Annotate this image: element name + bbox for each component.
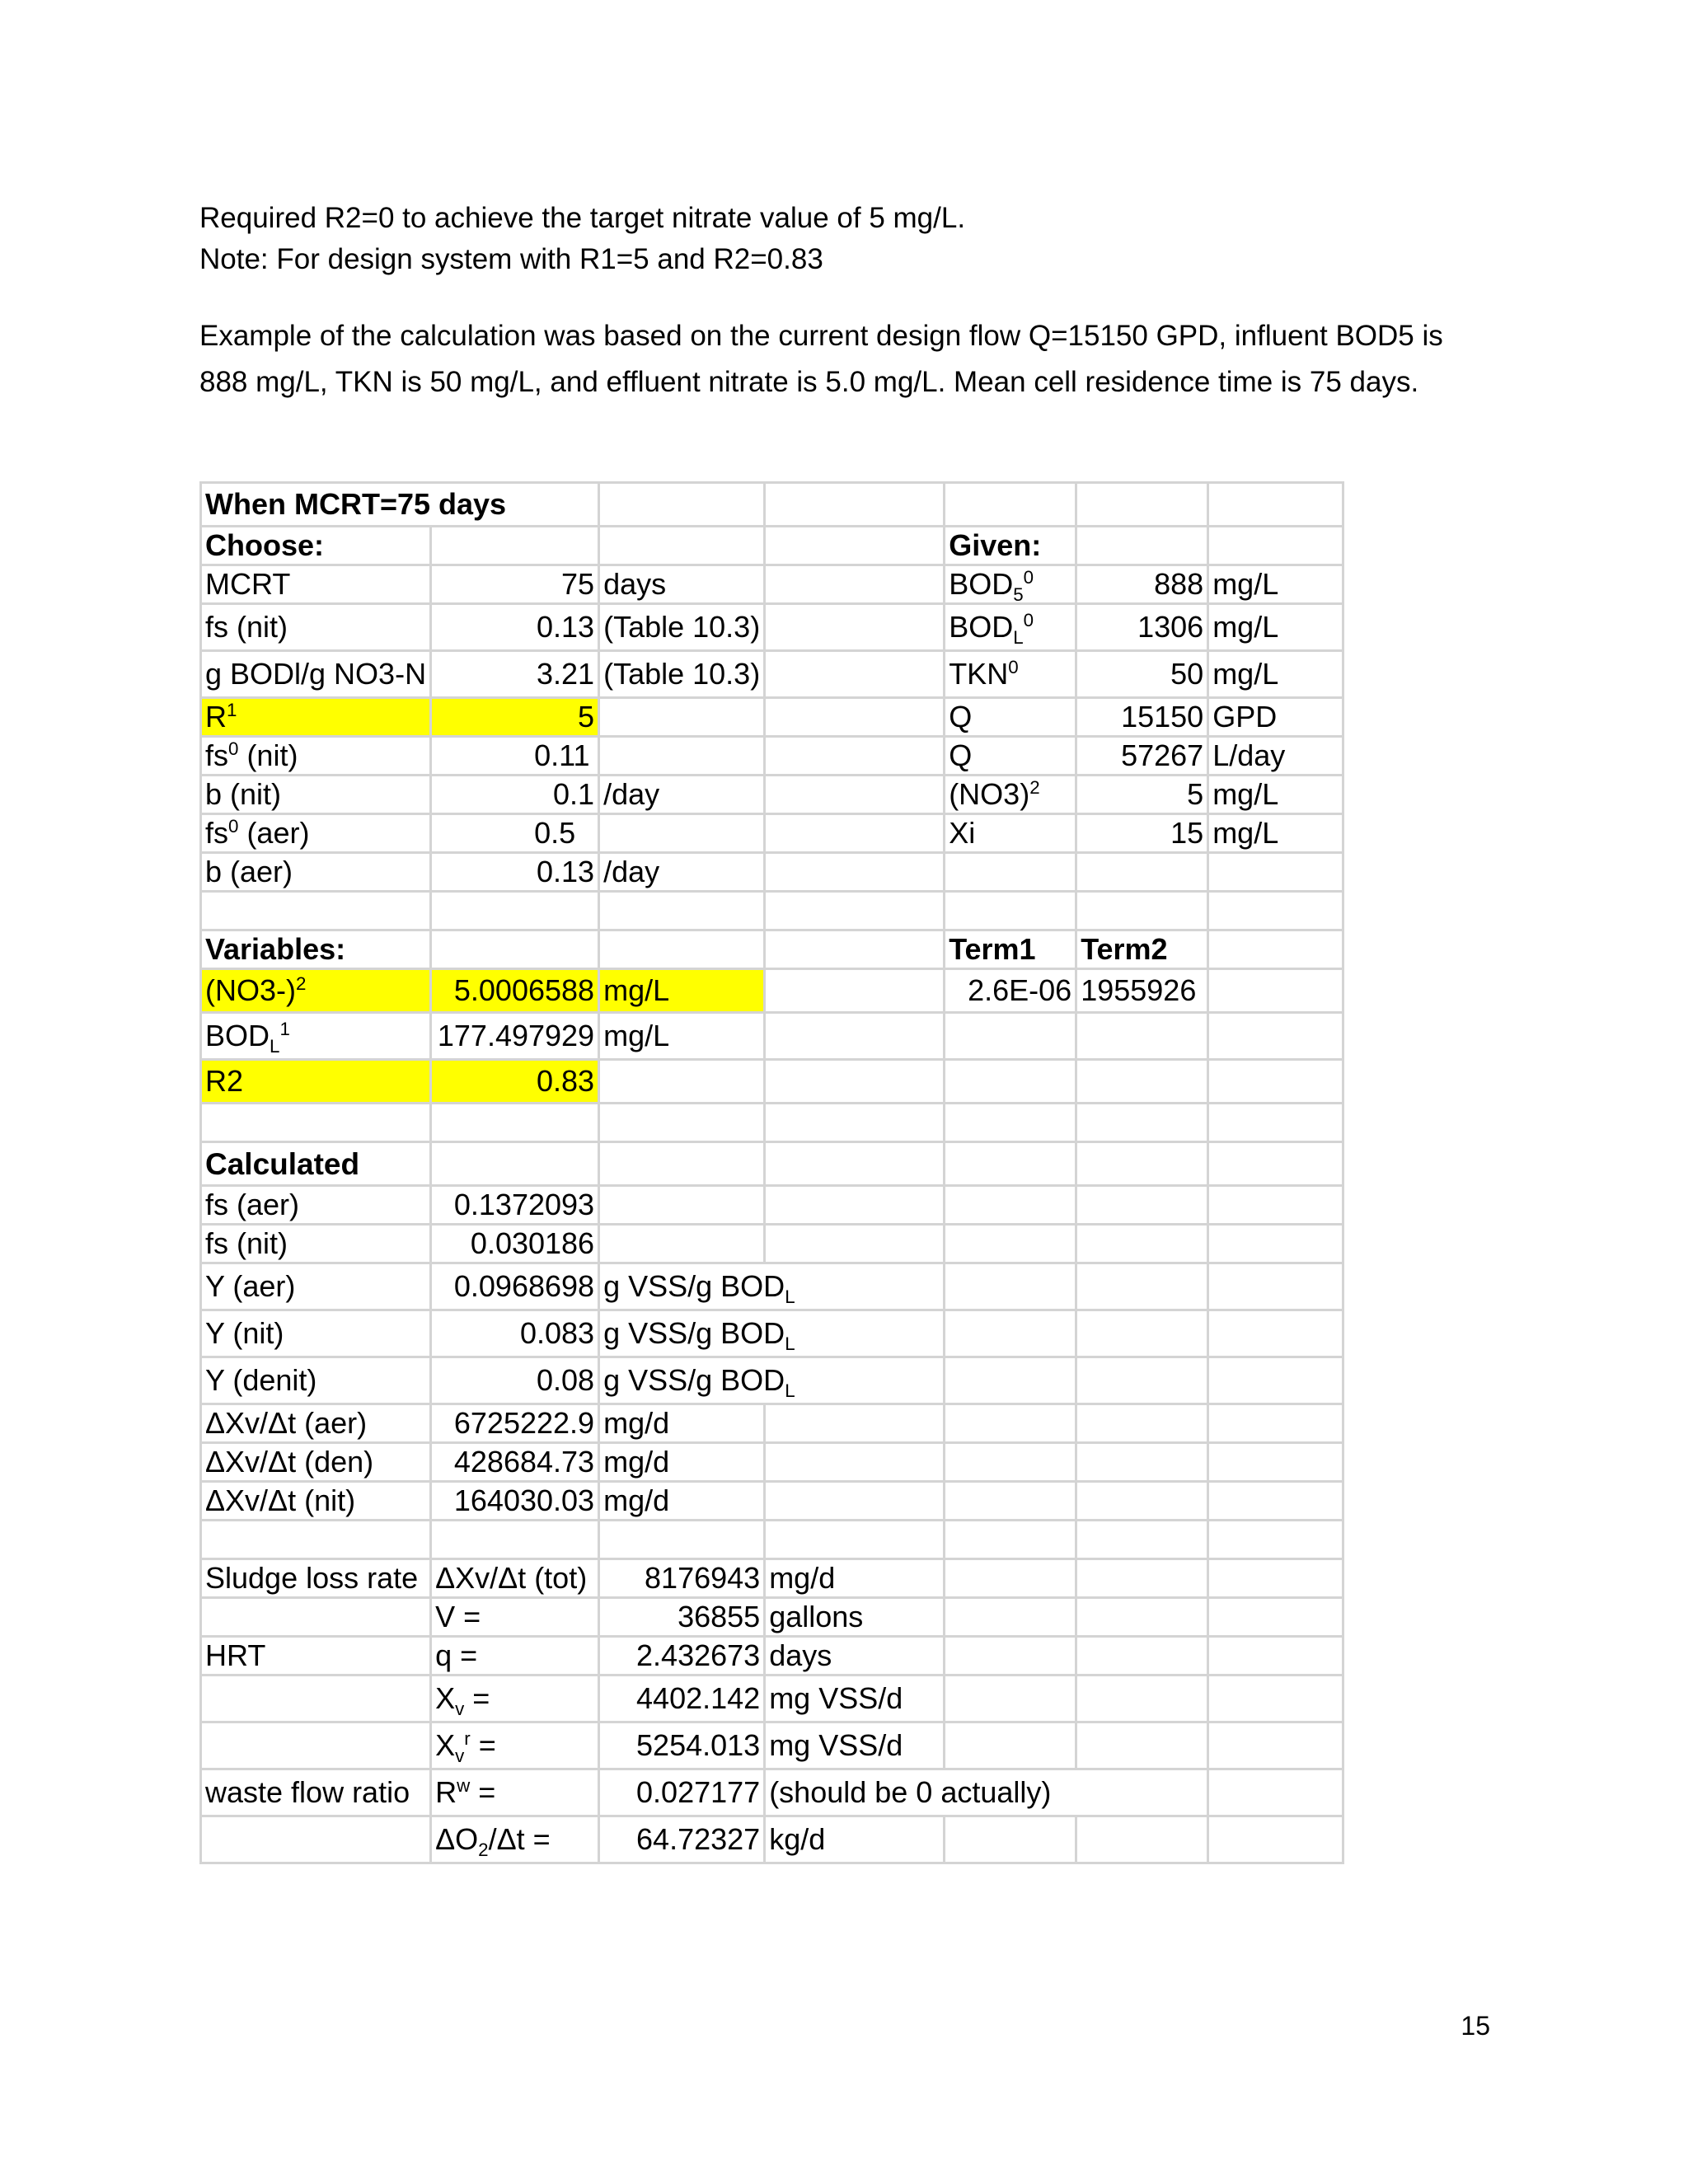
intro-paragraph: Example of the calculation was based on the current design flow Q=15150 GPD, influent BOD5 is 888 mg/L, TKN is 50 mg/L, and effluent nitrate is 5.0 mg/L. Mean cell residence time is 75 days. [199, 320, 1443, 398]
title-row [201, 483, 1343, 527]
calc-unit: mg/d [599, 1443, 765, 1482]
given-unit: mg/L [1208, 814, 1343, 853]
sheet-row [201, 1186, 1343, 1225]
sheet-row [201, 651, 1343, 698]
empty-row [201, 1521, 1343, 1559]
given-unit: GPD [1208, 698, 1343, 737]
given-unit: mg/L [1208, 565, 1343, 604]
calc-name: ΔXv/Δt (den) [201, 1443, 431, 1482]
choose-unit: (Table 10.3) [599, 604, 765, 651]
sheet-row [201, 1816, 1343, 1863]
variable-unit-highlight: mg/L [599, 969, 765, 1013]
result-symbol: $\Delta O_2/\Delta t$ = [431, 1816, 599, 1863]
calc-name: ΔXv/Δt (nit) [201, 1482, 431, 1521]
intro-notes [199, 198, 965, 280]
choose-name-highlight: $R^1$ [201, 698, 431, 737]
result-unit: mg VSS/d [765, 1722, 945, 1769]
given-label: Given: [945, 527, 1076, 565]
given-name: Xi [945, 814, 1076, 853]
calc-value: 428684.73 [431, 1443, 599, 1482]
given-value: 15150 [1076, 698, 1208, 737]
sheet-row [201, 1013, 1343, 1060]
variables-label: Variables: [201, 930, 431, 969]
given-value: 5 [1076, 776, 1208, 814]
result-value: 0.027177 [599, 1769, 765, 1816]
choose-value-highlight: 5 [431, 698, 599, 737]
result-label: Sludge loss rate [201, 1559, 431, 1598]
sheet-row [201, 776, 1343, 814]
sheet-row [201, 1598, 1343, 1637]
sheet-row [201, 1482, 1343, 1521]
sheet-row [201, 1637, 1343, 1675]
term2-value: 1955926 [1076, 969, 1208, 1013]
choose-value: 75 [431, 565, 599, 604]
sheet-row [201, 814, 1343, 853]
choose-value: 0.13 [431, 604, 599, 651]
given-value: 1306 [1076, 604, 1208, 651]
result-label: HRT [201, 1637, 431, 1675]
given-name: Q [945, 698, 1076, 737]
choose-value: 0.5 [431, 814, 599, 853]
spreadsheet-table [199, 481, 1344, 1864]
given-unit: mg/L [1208, 776, 1343, 814]
calc-value: 164030.03 [431, 1482, 599, 1521]
calc-value: 6725222.9 [431, 1404, 599, 1443]
term2-label: Term2 [1076, 930, 1208, 969]
given-unit: mg/L [1208, 651, 1343, 698]
calc-value: 0.030186 [431, 1225, 599, 1263]
calc-value: 0.1372093 [431, 1186, 599, 1225]
calc-value: 0.0968698 [431, 1263, 599, 1310]
calc-name: fs (nit) [201, 1225, 431, 1263]
choose-name: $fs^0$ (aer) [201, 814, 431, 853]
choose-name: b (nit) [201, 776, 431, 814]
sheet-row [201, 604, 1343, 651]
variable-value-highlight: 5.0006588 [431, 969, 599, 1013]
variables-header-row [201, 930, 1343, 969]
calc-name: Y (denit) [201, 1357, 431, 1404]
sheet-title: When MCRT=75 days [201, 483, 599, 527]
sheet-row [201, 1310, 1343, 1357]
choose-name: fs (nit) [201, 604, 431, 651]
sheet-row [201, 1769, 1343, 1816]
result-symbol: V = [431, 1598, 599, 1637]
sheet-row [201, 1404, 1343, 1443]
choose-name: $fs^0$ (nit) [201, 737, 431, 776]
result-symbol: q = [431, 1637, 599, 1675]
result-value: 36855 [599, 1598, 765, 1637]
given-name: Q [945, 737, 1076, 776]
calculated-header-row [201, 1142, 1343, 1186]
variable-name-highlight: $(NO3-)^2$ [201, 969, 431, 1013]
calc-unit: g VSS/g $BOD_L$ [599, 1357, 945, 1404]
result-value: 4402.142 [599, 1675, 765, 1722]
page-number: 15 [1461, 2011, 1490, 2041]
result-value: 2.432673 [599, 1637, 765, 1675]
choose-value: 0.11 [431, 737, 599, 776]
given-value: 57267 [1076, 737, 1208, 776]
empty-row [201, 1104, 1343, 1142]
intro-line-2: Note: For design system with R1=5 and R2=0.83 [199, 243, 823, 275]
result-symbol: $R^w$ = [431, 1769, 599, 1816]
result-unit: days [765, 1637, 945, 1675]
sheet-row [201, 969, 1343, 1013]
term1-value: 2.6E-06 [945, 969, 1076, 1013]
result-unit: mg/d [765, 1559, 945, 1598]
calc-unit: g VSS/g $BOD_L$ [599, 1310, 945, 1357]
given-unit: L/day [1208, 737, 1343, 776]
result-value: 64.72327 [599, 1816, 765, 1863]
variable-name-highlight: R2 [201, 1060, 431, 1104]
given-unit: mg/L [1208, 604, 1343, 651]
result-unit: kg/d [765, 1816, 945, 1863]
variable-value-highlight: 0.83 [431, 1060, 599, 1104]
sheet-row [201, 1722, 1343, 1769]
variable-unit: mg/L [599, 1013, 765, 1060]
sheet-row [201, 698, 1343, 737]
choose-unit: /day [599, 776, 765, 814]
choose-unit: days [599, 565, 765, 604]
term1-label: Term1 [945, 930, 1076, 969]
choose-name: b (aer) [201, 853, 431, 892]
calc-unit: mg/d [599, 1482, 765, 1521]
result-unit: (should be 0 actually) [765, 1769, 1208, 1816]
given-name: TKN$^0$ [945, 651, 1076, 698]
calc-name: Y (nit) [201, 1310, 431, 1357]
intro-line-1: Required R2=0 to achieve the target nitrate value of 5 mg/L. [199, 202, 966, 234]
sheet-row [201, 1675, 1343, 1722]
given-name: $BOD_L^0$ [945, 604, 1076, 651]
choose-label: Choose: [201, 527, 431, 565]
result-value: 5254.013 [599, 1722, 765, 1769]
given-value: 50 [1076, 651, 1208, 698]
choose-name: g BODl/g NO3-N [201, 651, 431, 698]
sheet-row [201, 1225, 1343, 1263]
choose-header-row [201, 527, 1343, 565]
result-value: 8176943 [599, 1559, 765, 1598]
calc-name: ΔXv/Δt (aer) [201, 1404, 431, 1443]
sheet-row [201, 1263, 1343, 1310]
choose-unit: /day [599, 853, 765, 892]
result-symbol: ΔXv/Δt (tot) [431, 1559, 599, 1598]
sheet-row [201, 1443, 1343, 1482]
sheet-row [201, 1357, 1343, 1404]
result-symbol: $X_v$ = [431, 1675, 599, 1722]
variable-value: 177.497929 [431, 1013, 599, 1060]
choose-name: MCRT [201, 565, 431, 604]
result-symbol: $X_v^r$ = [431, 1722, 599, 1769]
result-unit: mg VSS/d [765, 1675, 945, 1722]
choose-value: 0.1 [431, 776, 599, 814]
given-name: $BOD_5^0$ [945, 565, 1076, 604]
given-name: $(NO3)^2$ [945, 776, 1076, 814]
calc-name: Y (aer) [201, 1263, 431, 1310]
sheet-row [201, 565, 1343, 604]
sheet-row [201, 737, 1343, 776]
choose-value: 0.13 [431, 853, 599, 892]
empty-row [201, 892, 1343, 930]
sheet-row [201, 1559, 1343, 1598]
result-unit: gallons [765, 1598, 945, 1637]
given-value: 15 [1076, 814, 1208, 853]
calc-value: 0.08 [431, 1357, 599, 1404]
choose-value: 3.21 [431, 651, 599, 698]
calc-value: 0.083 [431, 1310, 599, 1357]
variable-name: $BOD_L^1$ [201, 1013, 431, 1060]
calculated-label: Calculated [201, 1142, 431, 1186]
calc-unit: g VSS/g $BOD_L$ [599, 1263, 945, 1310]
sheet-row [201, 1060, 1343, 1104]
choose-unit: (Table 10.3) [599, 651, 765, 698]
given-value: 888 [1076, 565, 1208, 604]
sheet-row [201, 853, 1343, 892]
calc-name: fs (aer) [201, 1186, 431, 1225]
result-label: waste flow ratio [201, 1769, 431, 1816]
calc-unit: mg/d [599, 1404, 765, 1443]
